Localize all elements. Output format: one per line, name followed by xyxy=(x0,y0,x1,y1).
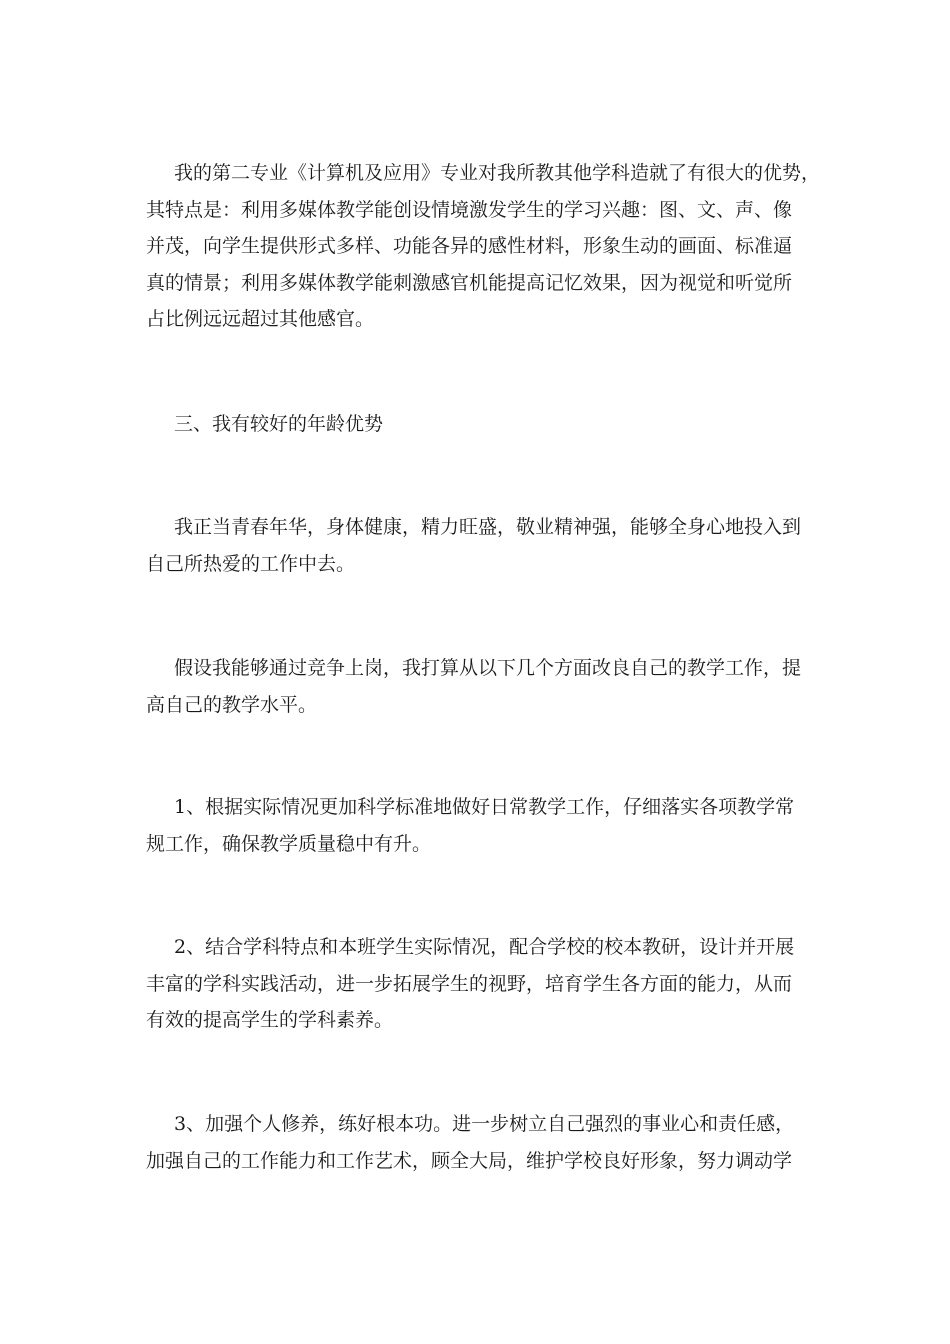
paragraph-line: 并茂，向学生提供形式多样、功能各异的感性材料，形象生动的画面、标准逼 xyxy=(146,235,793,257)
paragraph-youth xyxy=(146,509,810,582)
section-heading-age-advantage xyxy=(146,406,810,443)
list-item-2 xyxy=(146,929,810,1039)
paragraph-line: 3、加强个人修养，练好根本功。进一步树立自己强烈的事业心和责任感， xyxy=(174,1113,795,1135)
paragraph-line: 有效的提高学生的学科素养。 xyxy=(146,1009,394,1031)
paragraph-line: 占比例远远超过其他感官。 xyxy=(146,308,375,330)
paragraph-line: 丰富的学科实践活动，进一步拓展学生的视野，培育学生各方面的能力，从而 xyxy=(146,972,793,995)
list-item-1 xyxy=(146,789,810,862)
paragraph-line: 1、根据实际情况更加科学标准地做好日常教学工作，仔细落实各项教学常 xyxy=(174,796,795,818)
paragraph-line: 真的情景；利用多媒体教学能刺激感官机能提高记忆效果，因为视觉和听觉所 xyxy=(146,271,793,294)
paragraph-line: 2、结合学科特点和本班学生实际情况，配合学校的校本教研，设计并开展 xyxy=(174,936,795,958)
paragraph-line: 我的第二专业《计算机及应用》专业对我所教其他学科造就了有很大的优势， xyxy=(174,162,821,184)
paragraph-line: 自己所热爱的工作中去。 xyxy=(146,552,356,575)
paragraph-line: 加强自己的工作能力和工作艺术，顾全大局，维护学校良好形象，努力调动学 xyxy=(146,1149,793,1172)
section-heading: 三、我有较好的年龄优势 xyxy=(174,413,384,435)
paragraph-line: 假设我能够通过竞争上岗，我打算从以下几个方面改良自己的教学工作，提 xyxy=(174,657,802,679)
paragraph-plan-intro xyxy=(146,650,810,723)
paragraph-line: 我正当青春年华，身体健康，精力旺盛，敬业精神强，能够全身心地投入到 xyxy=(174,516,802,538)
list-item-3 xyxy=(146,1106,810,1179)
paragraph-line: 其特点是：利用多媒体教学能创设情境激发学生的学习兴趣：图、文、声、像 xyxy=(146,198,793,221)
paragraph-line: 规工作，确保教学质量稳中有升。 xyxy=(146,832,432,855)
paragraph-line: 高自己的教学水平。 xyxy=(146,693,318,716)
paragraph-computer-specialty xyxy=(146,155,821,338)
